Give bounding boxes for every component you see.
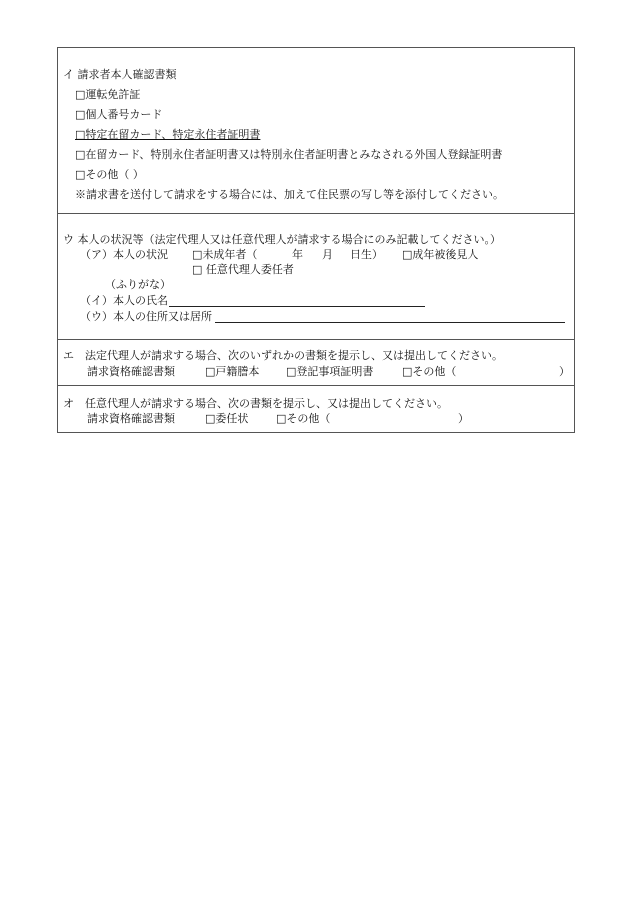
- other-close-paren: ）: [458, 412, 469, 425]
- docs-label: 請求資格確認書類: [87, 412, 175, 425]
- address-label: （ウ）本人の住所又は居所: [80, 310, 212, 323]
- checkbox-delegator[interactable]: □ 任意代理人委任者: [192, 263, 294, 276]
- checkbox-other[interactable]: □その他（: [276, 412, 331, 425]
- section-i-note: ※請求書を送付して請求をする場合には、加えて住民票の写し等を添付してください。: [75, 188, 504, 201]
- section-identity-documents: [58, 48, 574, 214]
- checkbox-residence-card[interactable]: □在留カード、特別永住者証明書又は特別永住者証明書とみなされる外国人登録証明書: [75, 148, 503, 161]
- furigana-label: （ふりがな）: [105, 278, 171, 291]
- other-close-paren: ）: [559, 365, 570, 378]
- checkbox-adult-ward[interactable]: □成年被後見人: [402, 248, 479, 261]
- form-table: [57, 47, 575, 433]
- section-voluntary-agent: [58, 386, 574, 432]
- section-e-title: エ 法定代理人が請求する場合、次のいずれかの書類を提示し、又は提出してください。: [63, 349, 503, 362]
- address-input-line[interactable]: [215, 322, 565, 323]
- checkbox-special-residence-card[interactable]: □特定在留カード、特定永住者証明書: [75, 128, 261, 141]
- checkbox-drivers-license[interactable]: □運転免許証: [75, 88, 141, 101]
- checkbox-registry-certificate[interactable]: □登記事項証明書: [286, 365, 374, 378]
- section-legal-agent: [58, 340, 574, 386]
- name-label: （イ）本人の氏名: [80, 294, 168, 307]
- month-label: 月: [322, 248, 333, 261]
- checkbox-family-register[interactable]: □戸籍謄本: [205, 365, 260, 378]
- section-person-status: [58, 214, 574, 340]
- section-i-title: イ 請求者本人確認書類: [63, 68, 177, 81]
- day-label: 日生）: [350, 248, 383, 261]
- checkbox-minor[interactable]: □未成年者（: [192, 248, 258, 261]
- checkbox-other[interactable]: □その他（ ）: [75, 168, 144, 181]
- status-label: （ア）本人の状況: [80, 248, 168, 261]
- name-input-line[interactable]: [169, 306, 425, 307]
- section-o-title: オ 任意代理人が請求する場合、次の書類を提示し、又は提出してください。: [63, 397, 448, 410]
- checkbox-power-of-attorney[interactable]: □委任状: [205, 412, 249, 425]
- docs-label: 請求資格確認書類: [87, 365, 175, 378]
- checkbox-other[interactable]: □その他（: [402, 365, 457, 378]
- checkbox-my-number-card[interactable]: □個人番号カード: [75, 108, 163, 121]
- year-label: 年: [292, 248, 303, 261]
- section-u-title: ウ 本人の状況等（法定代理人又は任意代理人が請求する場合にのみ記載してください。）: [63, 233, 501, 246]
